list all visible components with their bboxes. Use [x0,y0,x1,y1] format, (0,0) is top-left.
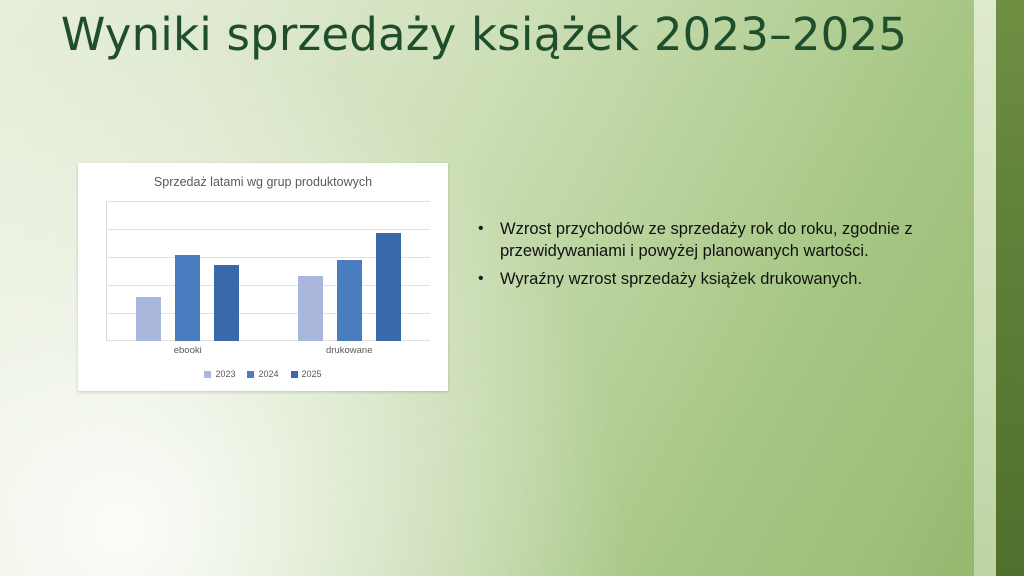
legend-item-2023 [204,369,235,379]
chart-group-drukowane [275,201,424,341]
chart-category-label: drukowane [326,345,373,356]
legend-item-2024 [247,369,278,379]
chart-category-labels [107,345,430,356]
chart-category-label: ebooki [173,345,202,356]
chart-group-ebooki [113,201,262,341]
decorative-light-band [974,0,996,576]
page-title: Wyniki sprzedaży książek 2023–2025 [60,8,908,61]
bullet-text: Wzrost przychodów ze sprzedaży rok do roku, zgodnie z przewidywaniami i powyżej planowanych wartości. [500,220,913,260]
chart-bars [107,201,430,341]
bar-drukowane-2025 [376,233,401,341]
chart-title: Sprzedaż latami wg grup produktowych [153,175,373,189]
list-item [478,218,938,262]
legend-label: 2025 [301,369,322,379]
chart-card [78,163,448,391]
legend-swatch-icon [247,371,254,378]
bullet-text: Wyraźny wzrost sprzedaży książek drukowanych. [500,270,863,288]
legend-label: 2024 [258,369,279,379]
legend-item-2025 [291,369,322,379]
chart-plot-area [106,201,430,341]
bar-ebooki-2024 [175,255,200,341]
legend-swatch-icon [204,371,211,378]
bullet-list [478,218,938,296]
legend-swatch-icon [291,371,298,378]
list-item [478,268,938,290]
decorative-dark-band [996,0,1024,576]
bar-drukowane-2023 [298,276,323,341]
bar-ebooki-2023 [136,297,161,341]
legend-label: 2023 [215,369,236,379]
bar-ebooki-2025 [214,265,239,341]
bar-drukowane-2024 [337,260,362,341]
chart-legend [78,369,448,379]
bullet-marker-icon: • [478,220,484,237]
bullet-marker-icon: • [478,270,484,287]
